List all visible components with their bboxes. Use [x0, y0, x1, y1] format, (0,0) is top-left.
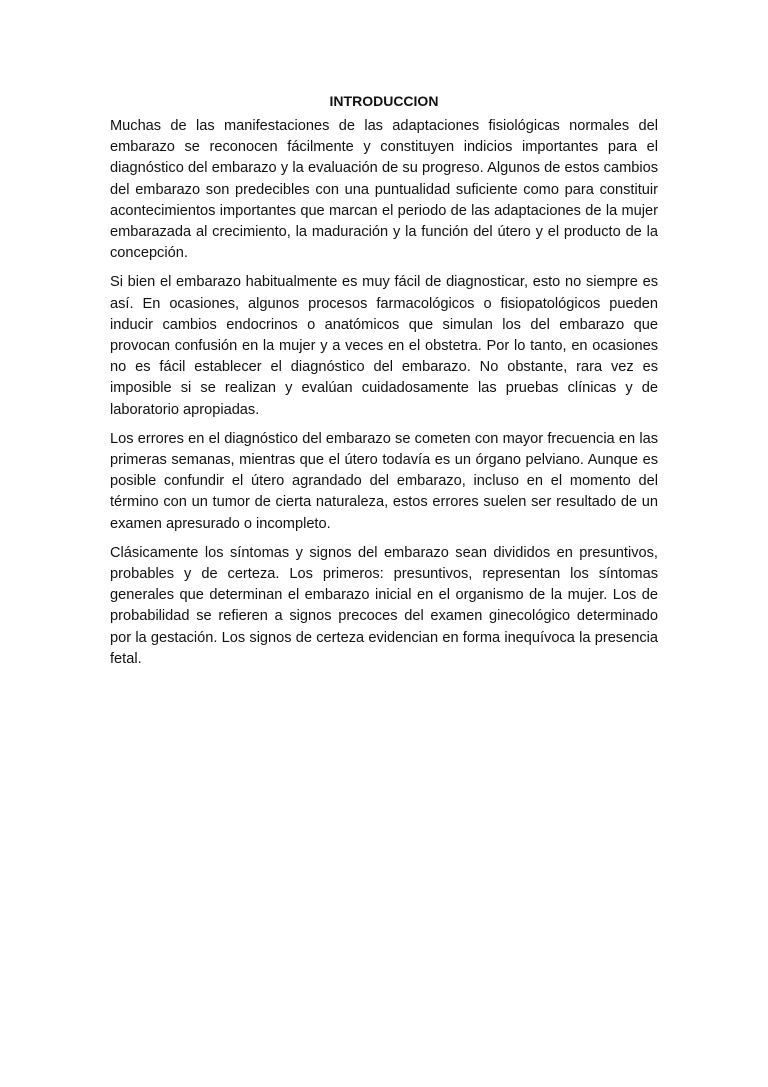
document-body: [110, 92, 658, 678]
paragraph-4: Clásicamente los síntomas y signos del embarazo sean divididos en presuntivos, probables y de certeza. Los primeros: presuntivos, representan los síntomas generales que determinan el embarazo inicial en el organismo de la mujer. Los de probabilidad se refieren a signos precoces del examen ginecológico determinado por la gestación. Los signos de certeza evidencian en forma inequívoca la presencia fetal.: [110, 544, 658, 667]
paragraph-2: Si bien el embarazo habitualmente es muy fácil de diagnosticar, esto no siempre es así. En ocasiones, algunos procesos farmacológicos o fisiopatológicos pueden inducir cambios endocrinos o anatómicos que simulan los del embarazo que provocan confusión en la mujer y a veces en el obstetra. Por lo tanto, en ocasiones no es fácil establecer el diagnóstico del embarazo. No obstante, rara vez es imposible si se realizan y evalúan cuidadosamente las pruebas clínicas y de laboratorio apropiadas.: [110, 274, 658, 418]
paragraph-3: Los errores en el diagnóstico del embarazo se cometen con mayor frecuencia en las primeras semanas, mientras que el útero todavía es un órgano pelviano. Aunque es posible confundir el útero agrandado del embarazo, incluso en el momento del término con un tumor de cierta naturaleza, estos errores suelen ser resultado de un examen apresurado o incompleto.: [110, 430, 658, 532]
document-title: INTRODUCCION: [329, 93, 439, 109]
paragraph-1: Muchas de las manifestaciones de las adaptaciones fisiológicas normales del embarazo se reconocen fácilmente y constituyen indicios importantes para el diagnóstico del embarazo y la evaluación de su progreso. Algunos de estos cambios del embarazo son predecibles con una puntualidad suficiente como para constituir acontecimientos importantes que marcan el periodo de las adaptaciones de la mujer embarazada al crecimiento, la maduración y la función del útero y el producto de la concepción.: [110, 118, 658, 262]
